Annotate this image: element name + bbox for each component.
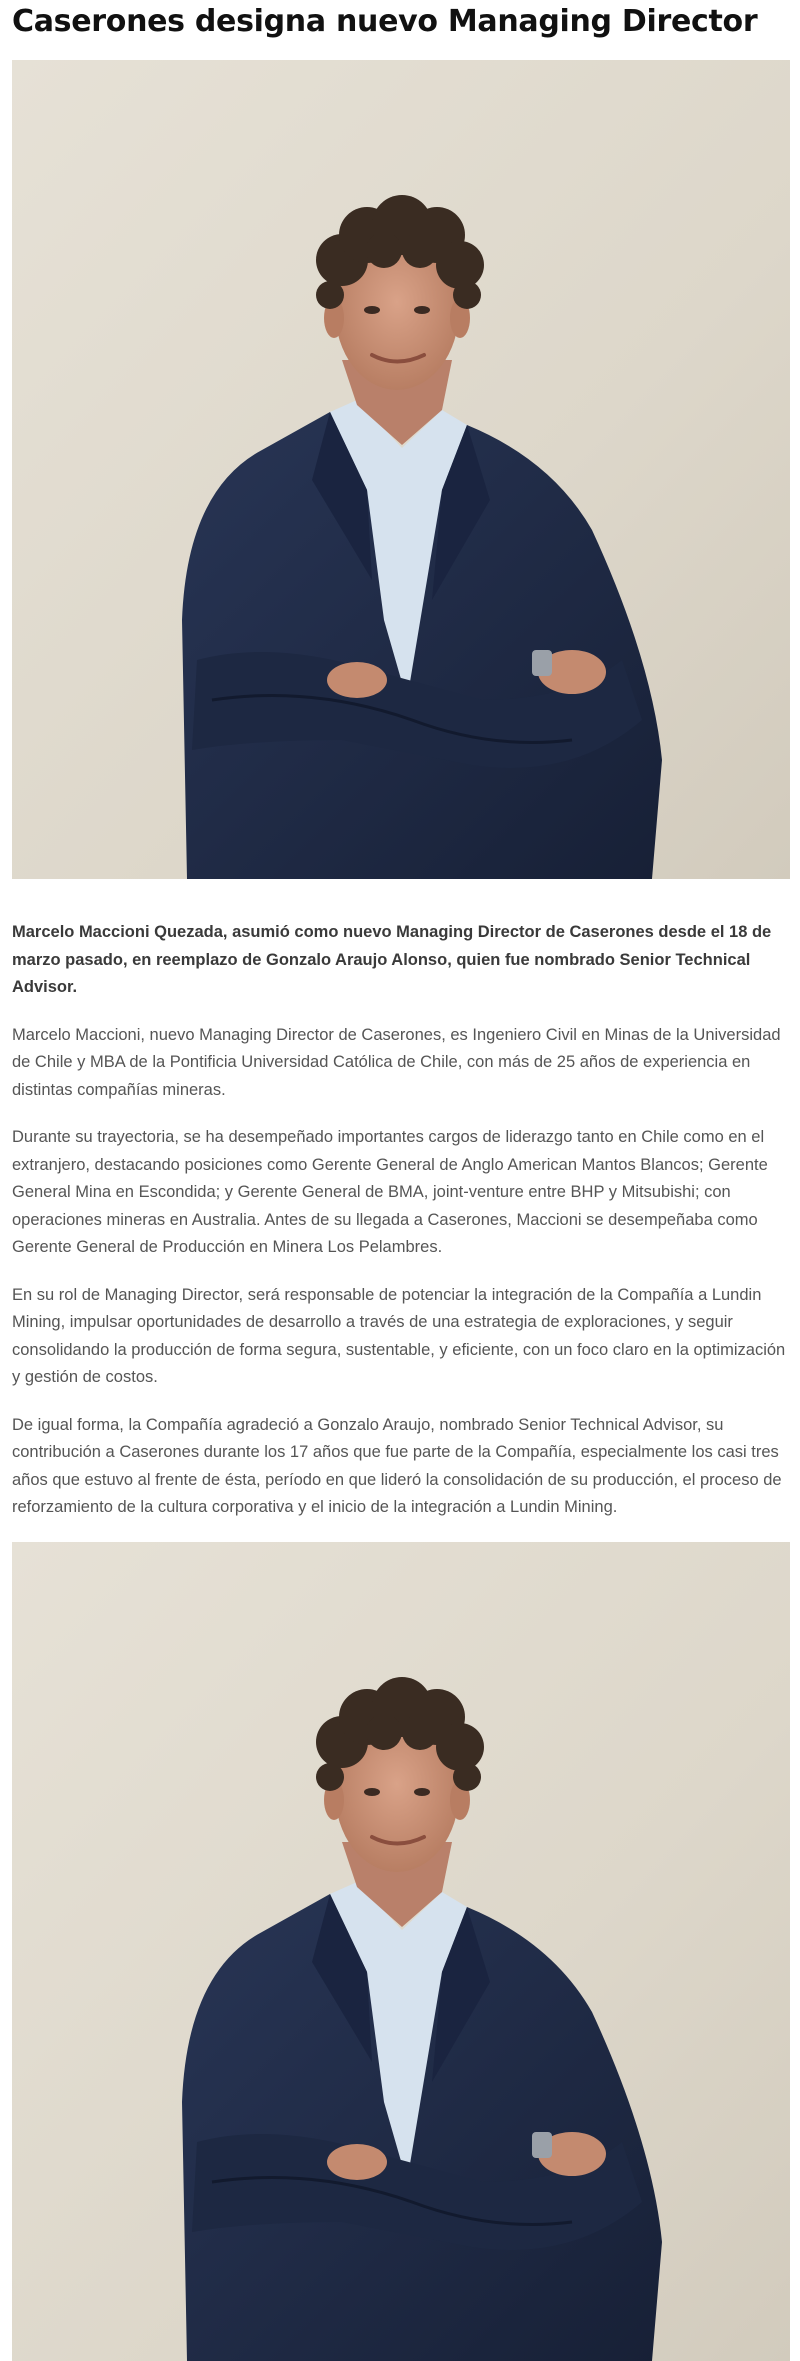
article-body <box>12 919 790 1522</box>
article <box>12 0 790 2361</box>
paragraph-role: En su rol de Managing Director, será responsable de potenciar la integración de la Compañía a Lundin Mining, impulsar oportunidades de desarrollo a través de una estrategia de exploraciones, y seguir consolidando la producción de forma segura, sustentable, y eficiente, con un foco claro en la optimización y gestión de costos. <box>12 1285 786 1386</box>
paragraph-education: Marcelo Maccioni, nuevo Managing Director de Caserones, es Ingeniero Civil en Minas de la Universidad de Chile y MBA de la Pontificia Universidad Católica de Chile, con más de 25 años de experiencia en distintas compañías mineras. <box>12 1025 781 1099</box>
lead-paragraph: Marcelo Maccioni Quezada, asumió como nuevo Managing Director de Caserones desde el 18 de marzo pasado, en reemplazo de Gonzalo Araujo Alonso, quien fue nombrado Senior Technical Advisor. <box>12 923 772 996</box>
portrait-photo-top <box>12 60 790 879</box>
page-title: Caserones designa nuevo Managing Director <box>12 4 758 39</box>
paragraph-career: Durante su trayectoria, se ha desempeñado importantes cargos de liderazgo tanto en Chile como en el extranjero, destacando posiciones como Gerente General de Anglo American Mantos Blancos; Gerente General Mina en Escondida; y Gerente General de BMA, joint-venture entre BHP y Mitsubishi; con operaciones mineras en Australia. Antes de su llegada a Caserones, Maccioni se desempeñaba como Gerente General de Producción en Minera Los Pelambres. <box>12 1128 768 1256</box>
paragraph-acknowledgement: De igual forma, la Compañía agradeció a Gonzalo Araujo, nombrado Senior Technical Advisor, su contribución a Caserones durante los 17 años que fue parte de la Compañía, especialmente los casi tres años que estuvo al frente de ésta, período en que lideró la consolidación de su producción, el proceso de reforzamiento de la cultura corporativa y el inicio de la integración a Lundin Mining. <box>12 1415 782 1516</box>
portrait-photo-bottom <box>12 1542 790 2361</box>
